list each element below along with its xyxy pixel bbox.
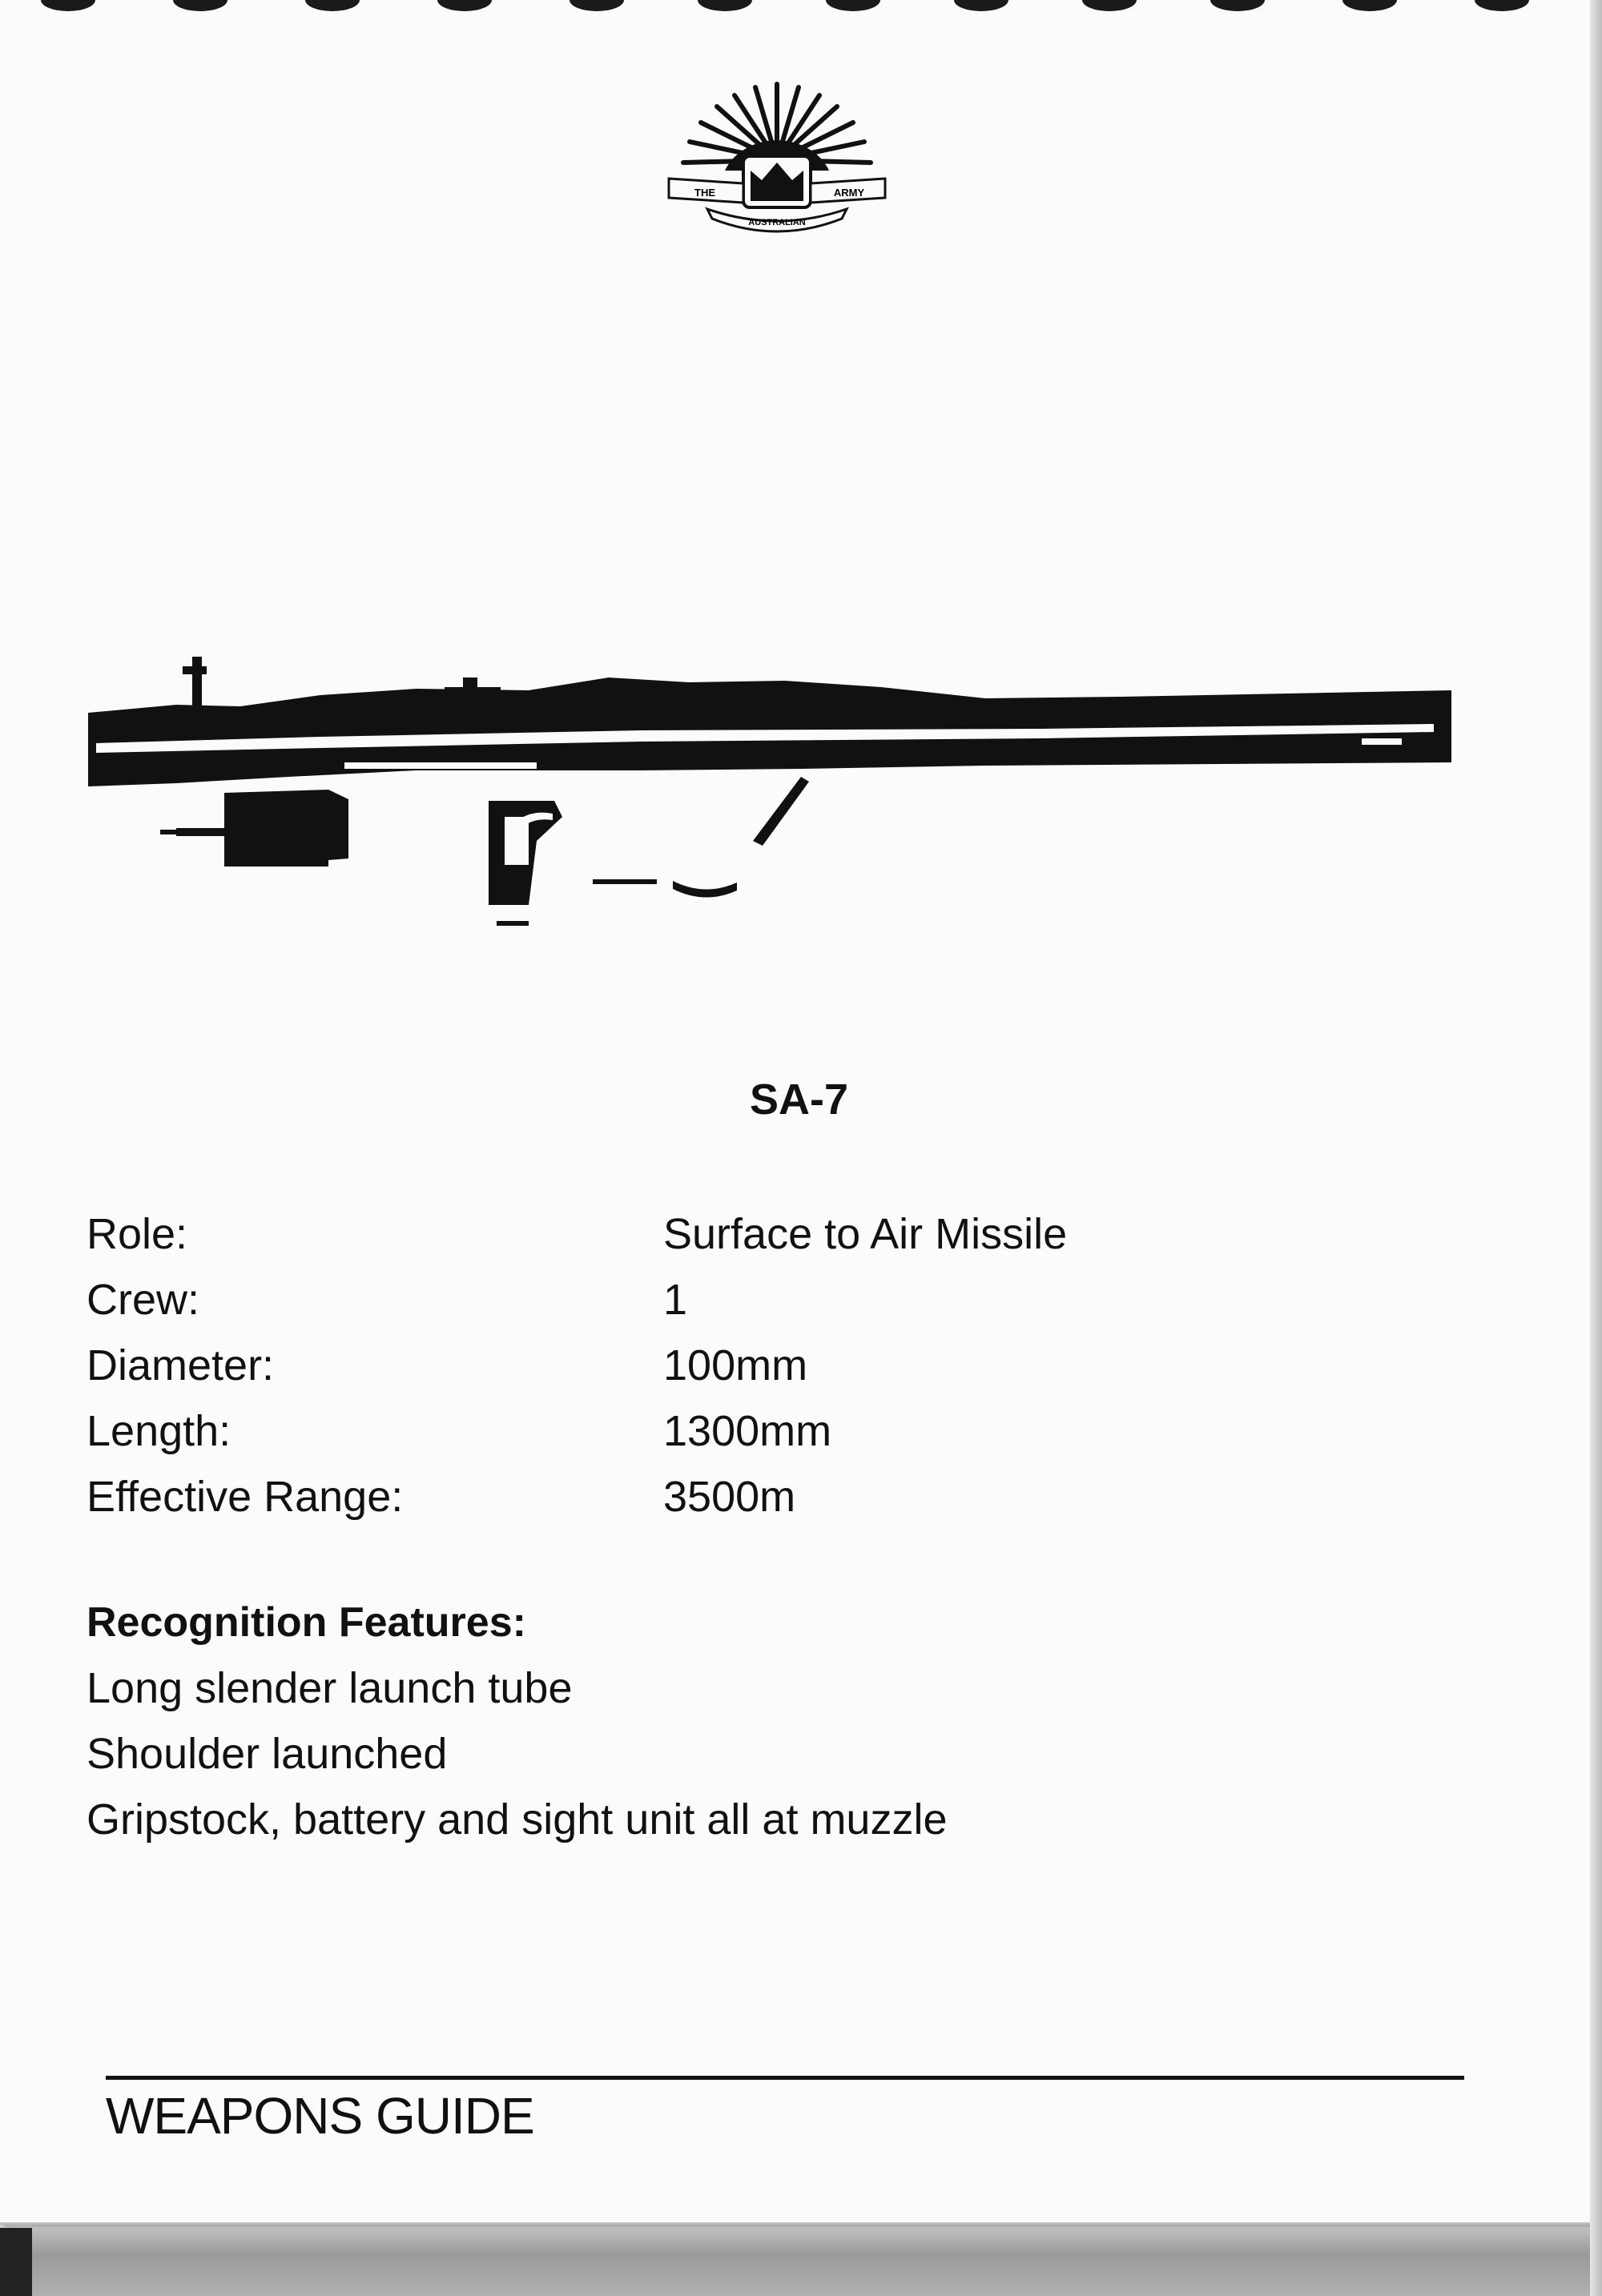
sa-7-launcher-image: [80, 649, 1458, 937]
spec-row-crew: [87, 1267, 1528, 1333]
spiral-binding: [0, 0, 1590, 32]
spec-table: [87, 1201, 1528, 1530]
spec-label: Diameter:: [87, 1341, 275, 1389]
spec-row-effective-range: [87, 1464, 1528, 1530]
spec-label: Crew:: [87, 1276, 200, 1324]
spec-value: 100mm: [663, 1341, 808, 1389]
spec-label: Length:: [87, 1407, 231, 1455]
footer-rule: [106, 2076, 1464, 2080]
spec-value: 1: [663, 1276, 688, 1324]
feature-item: Long slender launch tube: [87, 1664, 573, 1712]
feature-item: Shoulder launched: [87, 1730, 448, 1778]
feature-item: Gripstock, battery and sight unit all at muzzle: [87, 1795, 948, 1844]
spec-row-diameter: [87, 1333, 1528, 1398]
footer-title: WEAPONS GUIDE: [106, 2087, 534, 2145]
emblem-scroll-right: ARMY: [833, 187, 865, 199]
spec-value: 3500m: [663, 1473, 796, 1521]
recognition-features-heading: Recognition Features:: [87, 1599, 526, 1646]
weapon-model-title: SA-7: [749, 1076, 849, 1124]
emblem-scroll-bottom: AUSTRALIAN: [748, 218, 806, 227]
spec-row-role: [87, 1201, 1528, 1267]
underlying-pages-edge: [0, 2228, 1602, 2296]
spec-value: 1300mm: [663, 1407, 832, 1455]
spec-value: Surface to Air Missile: [663, 1210, 1068, 1258]
spec-row-length: [87, 1398, 1528, 1464]
spec-label: Role:: [87, 1210, 188, 1258]
emblem-scroll-left: THE: [694, 187, 715, 199]
page-stack-edge: [1590, 0, 1602, 2296]
spec-label: Effective Range:: [87, 1473, 404, 1521]
binding-shadow: [0, 2228, 32, 2296]
army-emblem-icon: [661, 76, 893, 236]
recognition-features: [87, 1590, 1528, 1852]
